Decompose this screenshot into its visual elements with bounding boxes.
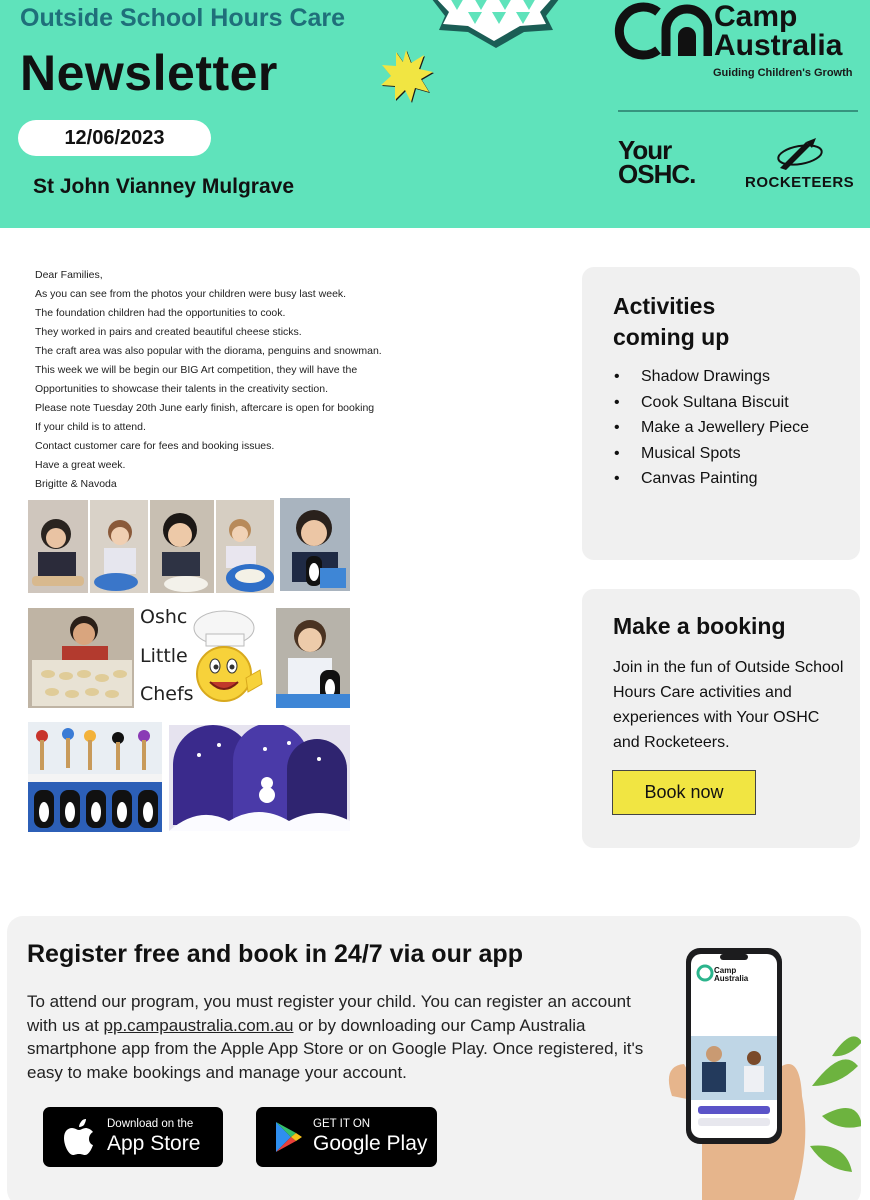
google-play-small-label: GET IT ON — [313, 1118, 371, 1130]
phone-brand-line2: Australia — [714, 974, 749, 983]
list-item: • Shadow Drawings — [613, 364, 809, 390]
photo-child-rolling-dough — [28, 500, 88, 593]
chef-emoji-icon — [186, 606, 264, 706]
triangle-badge-decoration — [428, 0, 563, 50]
booking-card — [582, 589, 860, 848]
header-subtitle: Outside School Hours Care — [20, 4, 346, 32]
booking-title: Make a booking — [613, 613, 786, 639]
letter-line: Brigitte & Navoda — [35, 478, 117, 490]
photo-peg-dolls-and-penguins — [28, 722, 162, 832]
rocketeers-logo: ROCKETEERS — [745, 174, 855, 191]
date-badge: 12/06/2023 — [18, 120, 211, 156]
google-play-label: Google Play — [313, 1132, 428, 1155]
photo-child-smiling-dough — [150, 500, 214, 593]
register-section — [7, 916, 861, 1200]
list-item: • Make a Jewellery Piece — [613, 415, 809, 441]
register-text — [27, 990, 657, 1084]
letter-line: Contact customer care for fees and booking issues. — [35, 440, 275, 452]
book-now-button[interactable]: Book now — [612, 770, 756, 815]
header-divider — [618, 110, 858, 112]
phone-in-hand-illustration — [662, 946, 861, 1200]
page-title: Newsletter — [20, 45, 278, 101]
letter-line: They worked in pairs and created beautiful cheese sticks. — [35, 326, 302, 338]
activities-title-line2: coming up — [613, 324, 730, 350]
activities-list — [613, 364, 809, 492]
photo-child-cooking — [90, 500, 148, 593]
phone-brand-line1: Camp — [714, 966, 737, 975]
app-store-small-label: Download on the — [107, 1118, 194, 1130]
photo-child-penguin-craft — [280, 498, 350, 591]
parent-portal-link[interactable]: pp.campaustralia.com.au — [103, 1015, 294, 1035]
letter-line: As you can see from the photos your children were busy last week. — [35, 288, 347, 300]
chef-label-line1: Oshc — [140, 606, 188, 628]
brand-name-line1: Camp — [714, 0, 798, 33]
activities-title-line1: Activities — [613, 293, 716, 319]
school-name: St John Vianney Mulgrave — [33, 175, 295, 198]
newsletter-header — [0, 0, 870, 228]
letter-line: The foundation children had the opportunities to cook. — [35, 307, 286, 319]
letter-line: Opportunities to showcase their talents in the creativity section. — [35, 383, 328, 395]
chef-label-line3: Chefs — [140, 683, 194, 705]
list-item: • Canvas Painting — [613, 466, 809, 492]
list-item: • Cook Sultana Biscuit — [613, 390, 809, 416]
activities-title — [613, 291, 729, 353]
google-play-button[interactable] — [256, 1107, 437, 1167]
app-store-button[interactable] — [43, 1107, 223, 1167]
app-store-label: App Store — [107, 1132, 201, 1155]
photo-child-mixing-bowl — [216, 500, 274, 593]
register-text-part1: To attend our program, you must register your child. You can register an account with us at — [27, 992, 631, 1035]
activities-card — [582, 267, 860, 560]
camp-australia-logo-icon — [614, 0, 712, 62]
letter-line: Have a great week. — [35, 459, 126, 471]
photo-snow-diorama — [169, 725, 350, 831]
letter-body — [35, 266, 555, 494]
brand-tagline: Guiding Children's Growth — [713, 67, 853, 79]
brand-name — [714, 2, 842, 60]
your-oshc-line2: OSHC. — [618, 159, 696, 189]
your-oshc-logo — [618, 135, 696, 189]
letter-line: If your child is to attend. — [35, 421, 146, 433]
letter-line: Dear Families, — [35, 269, 103, 281]
list-item: • Musical Spots — [613, 441, 809, 467]
letter-line: Please note Tuesday 20th June early finish, aftercare is open for booking — [35, 402, 375, 414]
letter-line: The craft area was also popular with the diorama, penguins and snowman. — [35, 345, 382, 357]
rocket-icon — [772, 138, 828, 172]
register-text-part2: or by downloading our Camp Australia smartphone app from the Apple App Store or on Google Play. Once registered, it's easy to make bookings and manage your account. — [27, 1015, 644, 1082]
photo-child-cheese-sticks — [28, 608, 134, 708]
photo-child-penguin-craft-2 — [276, 608, 350, 708]
google-play-icon — [274, 1121, 304, 1153]
chef-label-line2: Little — [140, 645, 188, 667]
booking-description: Join in the fun of Outside School Hours Care activities and experiences with Your OSHC and Rocketeers. — [613, 659, 844, 751]
register-title: Register free and book in 24/7 via our app — [27, 940, 523, 968]
your-oshc-line1: Your — [618, 135, 672, 165]
apple-icon — [63, 1119, 95, 1157]
letter-line: This week we will be begin our BIG Art competition, they will have the — [35, 364, 358, 376]
brand-name-line2: Australia — [714, 29, 843, 62]
sun-icon — [378, 48, 434, 104]
